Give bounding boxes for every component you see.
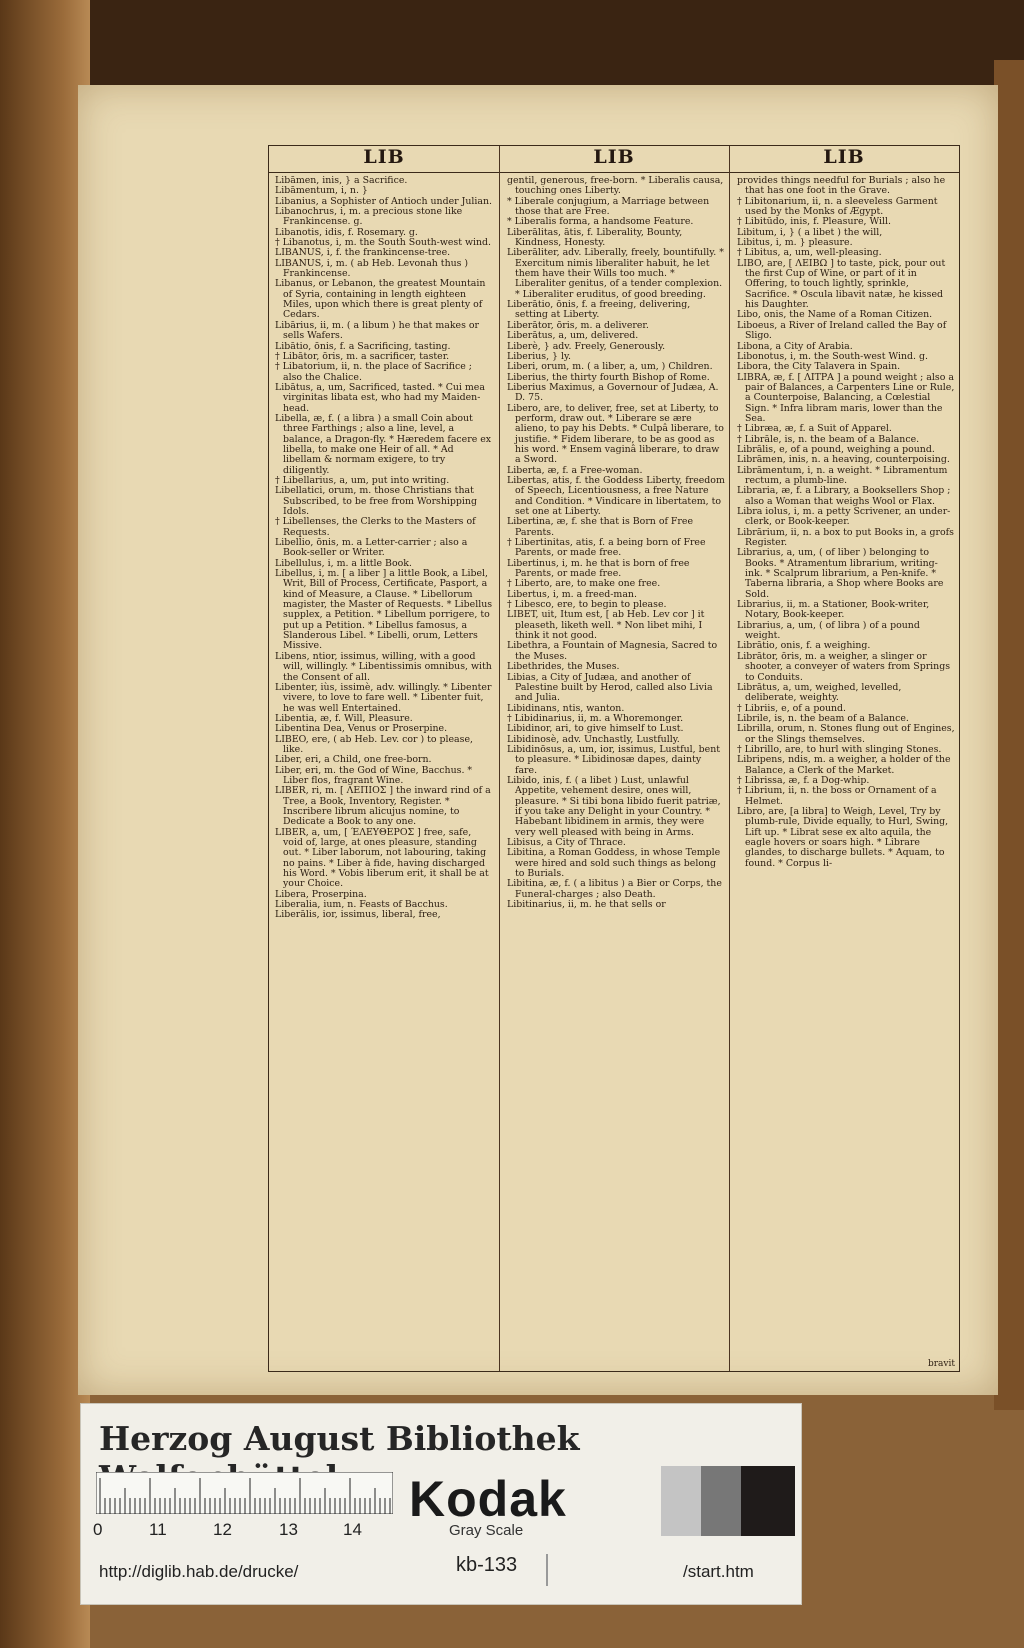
dictionary-entry: Liber, eri, m. the God of Wine, Bacchus. * Liber flos, fragrant Wine.: [275, 764, 473, 786]
dictionary-entry: Librile, is, n. the beam of a Balance.: [737, 712, 909, 724]
dictionary-entry: Librarius, a, um, ( of liber ) belonging to Books. * Atramentum librarium, writing-ink. * Scalprum librarium, a Pen-knife. * Taberna libraria, a Shop where Books are Sold.: [737, 547, 944, 600]
dictionary-entry: † Librissa, æ, f. a Dog-whip.: [737, 774, 870, 786]
color-target-card: [80, 1403, 802, 1605]
dictionary-entry: LIBO, are, [ ΛΕΙΒΩ ] to taste, pick, pour out the first Cup of Wine, or part of it in Offering, to touch lightly, sprinkle, Sacrifice. * Oscula libavit natæ, he kissed his Daughter.: [737, 257, 946, 311]
dictionary-entry: † Libitonarium, ii, n. a sleeveless Garment used by the Monks of Ægypt.: [737, 195, 938, 218]
dictionary-entry: Librilla, orum, n. Stones flung out of Engines, or the Slings themselves.: [737, 723, 955, 745]
dictionary-entry: Liberius Maximus, a Governour of Judæa, A. D. 75.: [507, 381, 719, 404]
dictionary-entry: Libidinosè, adv. Unchastly, Lustfully.: [507, 733, 680, 745]
ruler-number: 14: [343, 1520, 362, 1539]
dictionary-entry: LIBER, ri, m. [ ΛΕΠΙΟΣ ] the inward rind of a Tree, a Book, Inventory, Register. * Inscribere librum alicujus nomine, to Dedicate a Book to any one.: [275, 785, 491, 828]
dictionary-entry: provides things needful for Burials ; also he that has one foot in the Grave.: [737, 176, 946, 197]
dictionary-entry: Liberalia, ium, n. Feasts of Bacchus.: [275, 899, 448, 911]
dictionary-entry: † Libatorium, ii, n. the place of Sacrifice ; also the Chalice.: [275, 361, 472, 383]
dictionary-entry: Liberātus, a, um, delivered.: [507, 330, 639, 342]
dictionary-entry: † Libidinarius, ii, m. a Whoremonger.: [507, 712, 684, 724]
ruler-icon: [96, 1472, 393, 1514]
dictionary-entry: Libātio, ōnis, f. a Sacrificing, tasting.: [275, 340, 451, 352]
dictionary-entry: Libens, ntior, issimus, willing, with a good will, willingly. * Libentissimis omnibus, with the Consent of all.: [275, 650, 492, 683]
dictionary-entry: Libona, a City of Arabia.: [737, 340, 853, 352]
dictionary-page: [78, 85, 998, 1395]
scan-background-right: [994, 60, 1024, 1410]
dictionary-entry: † Libriis, e, of a pound.: [737, 702, 847, 714]
dictionary-entry: Libidinans, ntis, wanton.: [507, 702, 625, 714]
dictionary-entry: Librātor, ōris, m. a weigher, a slinger or shooter, a conveyer of waters from Springs to Conduits.: [737, 650, 951, 683]
dictionary-entry: Libentia, æ, f. Will, Pleasure.: [275, 712, 413, 724]
dictionary-entry: Libella, æ, f. ( a libra ) a small Coin about three Farthings ; also a line, level, a balance, a Dragon-fly. * Hæredem facere ex libella, to make one Heir of all. * Ad libellam & normam exigere, to try diligently.: [275, 412, 492, 476]
ruler-number: 13: [279, 1520, 298, 1539]
dictionary-entry: Liber, eri, a Child, one free-born.: [275, 754, 432, 766]
headword-left: LIB: [363, 146, 405, 168]
ruler-number: 11: [149, 1520, 167, 1539]
dictionary-entry: Libārius, ii, m. ( a libum ) he that makes or sells Wafers.: [275, 319, 479, 342]
dictionary-entry: Libellatici, orum, m. those Christians that Subscribed, to be free from Worshipping Idols.: [275, 485, 477, 517]
start-page-url: /start.htm: [683, 1562, 754, 1581]
gray-patch-dark: [741, 1466, 795, 1536]
dictionary-entry: † Libātor, ōris, m. a sacrificer, taster.: [275, 350, 450, 362]
dictionary-entry: Librātio, onis, f. a weighing.: [737, 640, 871, 652]
dictionary-entry: Liberius, the thirty fourth Bishop of Rome.: [507, 371, 710, 383]
dictionary-entry: Libora, the City Talavera in Spain.: [737, 361, 901, 373]
dictionary-entry: Librāmentum, i, n. a weight. * Libramentum rectum, a plumb-line.: [737, 464, 948, 486]
gray-patch-light: [661, 1466, 701, 1536]
dictionary-entry: † Libitūdo, inis, f. Pleasure, Will.: [737, 216, 891, 228]
dictionary-entry: * Liberale conjugium, a Marriage between those that are Free.: [507, 195, 710, 218]
dictionary-entry: Libidinōsus, a, um, ior, issimus, Lustful, bent to pleasure. * Libidinosæ dapes, dainty fare.: [507, 743, 720, 776]
dictionary-entry: Libethrides, the Muses.: [507, 661, 620, 673]
running-head: [269, 146, 959, 173]
dictionary-entry: Libertus, i, m. a freed-man.: [507, 588, 637, 600]
dictionary-entry: Liberè, } adv. Freely, Generously.: [507, 340, 666, 352]
headword-right: LIB: [823, 146, 865, 168]
dictionary-entry: Libāmen, inis, } a Sacrifice.: [275, 176, 408, 186]
dictionary-entry: Liboeus, a River of Ireland called the Bay of Sligo.: [737, 319, 947, 342]
divider: [546, 1554, 548, 1586]
dictionary-entry: Libitum, i, } ( a libet ) the will,: [737, 226, 883, 238]
dictionary-entry: † Libesco, ere, to begin to please.: [507, 599, 667, 611]
dictionary-entry: Libripens, ndis, m. a weigher, a holder of the Balance, a Clerk of the Market.: [737, 754, 951, 776]
dictionary-entry: Libertas, atis, f. the Goddess Liberty, freedom of Speech, Licentiousness, a free Nature and Condition. * Vindicare in libertatem, to set one at Liberty.: [507, 474, 725, 517]
dictionary-entry: Libanochrus, i, m. a precious stone like Frankincense. g.: [275, 206, 463, 228]
dictionary-entry: † Liberto, are, to make one free.: [507, 578, 661, 590]
dictionary-entry: Libellus, i, m. [ a liber ] a little Book, a Libel, Writ, Bill of Process, Certificate, Pasport, a kind of Measure, a Clause. * Libellorum magister, the Master of Requests. * Libellus supplex, a Petition. * Libellum porrigere, to put up a Petition. * Libellus famosus, a Slanderous Libel. * Libelli, orum, Letters Missive.: [275, 568, 493, 652]
ruler-number: 12: [213, 1520, 232, 1539]
dictionary-entry: Librāmen, inis, n. a heaving, counterpoising.: [737, 454, 950, 466]
gray-patch-medium: [701, 1466, 741, 1536]
dictionary-entry: Libethra, a Fountain of Magnesia, Sacred to the Muses.: [507, 640, 718, 662]
dictionary-entry: † Librillo, are, to hurl with slinging Stones.: [737, 743, 942, 755]
dictionary-entry: Libo, onis, the Name of a Roman Citizen.: [737, 309, 933, 321]
dictionary-entry: Libidinor, ari, to give himself to Lust.: [507, 723, 684, 735]
dictionary-entry: Libellulus, i, m. a little Book.: [275, 557, 412, 569]
dictionary-entry: Libisus, a City of Thrace.: [507, 837, 626, 848]
dictionary-entry: † Libræa, æ, f. a Suit of Apparel.: [737, 423, 892, 435]
dictionary-entry: † Libitus, a, um, well-pleasing.: [737, 247, 882, 259]
entry-column-1: [275, 176, 493, 1361]
dictionary-entry: Libra iolus, i, m. a petty Scrivener, an under-clerk, or Book-keeper.: [737, 506, 951, 528]
dictionary-entry: Liberātio, ōnis, f. a freeing, delivering, setting at Liberty.: [507, 299, 691, 321]
dictionary-entry: † Librium, ii, n. the boss or Ornament of a Helmet.: [737, 785, 937, 807]
dictionary-entry: Libitus, i, m. } pleasure.: [737, 237, 853, 249]
entries-frame: [268, 145, 960, 1372]
dictionary-entry: Librarius, a, um, ( of libra ) of a pound weight.: [737, 619, 920, 642]
dictionary-entry: Libanus, or Lebanon, the greatest Mountain of Syria, containing in length eighteen Miles, upon which there is great plenty of Cedars.: [275, 278, 486, 321]
dictionary-entry: Liberta, æ, f. a Free-woman.: [507, 464, 643, 476]
dictionary-entry: Liberālitas, ātis, f. Liberality, Bounty, Kindness, Honesty.: [507, 226, 683, 249]
column-rule: [499, 146, 500, 1371]
dictionary-entry: * Liberalis forma, a handsome Feature.: [507, 216, 694, 228]
dictionary-entry: Libera, Proserpina.: [275, 888, 367, 900]
dictionary-entry: LIBRA, æ, f. [ ΛΙΤΡΑ ] a pound weight ; also a pair of Balances, a Carpenters Line or Rule, a Counterpoise, Balancing, a Cœlestial Sign. * Infra libram maris, lower than the Sea.: [737, 371, 955, 424]
shelf-code: kb-133: [456, 1554, 518, 1576]
catchword: bravit: [927, 1359, 955, 1369]
dictionary-entry: Libitina, æ, f. ( a libitus ) a Bier or Corps, the Funeral-charges ; also Death.: [507, 878, 722, 900]
dictionary-entry: LIBANUS, i, m. ( ab Heb. Levonah thus ) Frankincense.: [275, 257, 469, 280]
dictionary-entry: Libitinarius, ii, m. he that sells or: [507, 899, 666, 911]
dictionary-entry: LIBET, uit, Itum est, [ ab Heb. Lev cor ] it pleaseth, liketh well. * Non libet mihi, I think it not good.: [507, 609, 705, 642]
dictionary-entry: Liberātor, ōris, m. a deliverer.: [507, 319, 649, 331]
dictionary-entry: Libanius, a Sophister of Antioch under Julian.: [275, 195, 492, 207]
dictionary-entry: Libraria, æ, f. a Library, a Booksellers Shop ; also a Woman that weighs Wool or Flax.: [737, 485, 951, 507]
kodak-logo: Kodak: [409, 1471, 567, 1527]
dictionary-entry: Libertinus, i, m. he that is born of free Parents, or made free.: [507, 557, 690, 580]
dictionary-entry: Libāmentum, i, n. }: [275, 185, 368, 197]
dictionary-entry: Libonotus, i, m. the South-west Wind. g.: [737, 350, 928, 362]
catalog-url: http://diglib.hab.de/drucke/: [99, 1562, 299, 1581]
scan-background-top: [0, 0, 1024, 90]
ruler-number: 0: [93, 1520, 103, 1539]
dictionary-entry: Librātus, a, um, weighed, levelled, deliberate, weighty.: [737, 681, 902, 704]
dictionary-entry: gentil, generous, free-born. * Liberalis causa, touching ones Liberty.: [507, 176, 724, 197]
dictionary-entry: † Libanotus, i, m. the South South-west wind.: [275, 237, 492, 249]
dictionary-entry: Librārium, ii, n. a box to put Books in, a grofs Register.: [737, 526, 954, 549]
dictionary-entry: Libentina Dea, Venus or Proserpine.: [275, 723, 448, 735]
dictionary-entry: Liberi, orum, m. ( a liber, a, um, ) Children.: [507, 361, 713, 373]
dictionary-entry: † Libellarius, a, um, put into writing.: [275, 474, 450, 486]
scan-background-left: [0, 0, 90, 1648]
entry-column-2: [507, 176, 725, 1361]
dictionary-entry: Libro, are, [a libra] to Weigh, Level, Try by plumb-rule, Divide equally, to Hurl, Swing, Lift up. * Librat sese ex alto aquila, the eagle hovers or soars high. * Librare glandes, to discharge bullets. * Aquam, to found. * Corpus li-: [737, 805, 949, 869]
column-rule: [729, 146, 730, 1371]
dictionary-entry: Libitina, a Roman Goddess, in whose Temple were hired and sold such things as belong to Burials.: [507, 847, 721, 880]
gray-scale-label: Gray Scale: [449, 1522, 524, 1539]
headword-center: LIB: [593, 146, 635, 168]
dictionary-entry: LIBEO, ere, ( ab Heb. Lev. cor ) to please, like.: [275, 733, 473, 755]
dictionary-entry: Libias, a City of Judæa, and another of Palestine built by Herod, called also Livia and Julia.: [507, 671, 713, 704]
dictionary-entry: Librālis, e, of a pound, weighing a pound.: [737, 443, 935, 455]
library-name: Herzog August Bibliothek: [99, 1419, 580, 1458]
dictionary-entry: Libertina, æ, f. she that is Born of Free Parents.: [507, 516, 693, 538]
dictionary-entry: † Libellenses, the Clerks to the Masters of Requests.: [275, 516, 476, 538]
dictionary-entry: Libātus, a, um, Sacrificed, tasted. * Cui mea virginitas libata est, who had my Maiden-head.: [275, 381, 485, 414]
dictionary-entry: Liberālis, ior, issimus, liberal, free,: [275, 909, 441, 921]
dictionary-entry: Libenter, iùs, issimè, adv. willingly. * Libenter vivere, to love to fare well. * Libenter fuit, he was well Entertained.: [275, 681, 492, 714]
dictionary-entry: Liberius, } ly.: [507, 350, 572, 362]
entry-column-3: [737, 176, 955, 1361]
dictionary-entry: Libanotis, idis, f. Rosemary. g.: [275, 226, 418, 238]
dictionary-entry: Libero, are, to deliver, free, set at Liberty, to perform, draw out. * Liberare se ære alieno, to pay his Debts. * Culpâ liberare, to justifie. * Fidem liberare, to be as good as his word. * Ensem vaginâ liberare, to draw a Sword.: [507, 402, 724, 466]
dictionary-entry: LIBANUS, i, f. the frankincense-tree.: [275, 247, 451, 259]
dictionary-entry: Librarius, ii, m. a Stationer, Book-writer, Notary, Book-keeper.: [737, 599, 930, 621]
dictionary-entry: † Librāle, is, n. the beam of a Balance.: [737, 433, 920, 445]
dictionary-entry: Liberāliter, adv. Liberally, freely, bountifully. * Exercitum nimis liberaliter habuit, he let them have their Wills too much. * Liberaliter genitus, of a tender complexion. * Liberaliter eruditus, of good breeding.: [507, 247, 724, 300]
dictionary-entry: Libellio, ōnis, m. a Letter-carrier ; also a Book-seller or Writer.: [275, 537, 468, 559]
dictionary-entry: Libido, inis, f. ( a libet ) Lust, unlawful Appetite, vehement desire, ones will, pleasure. * Si tibi bona libido fuerit patriæ, if you take any Delight in your Country. * Habebant libidinem in armis, they were very well pleased with being in Arms.: [507, 774, 721, 838]
dictionary-entry: † Libertinitas, atis, f. a being born of Free Parents, or made free.: [507, 537, 706, 559]
dictionary-entry: LIBER, a, um, [ ΈΛΕΥΘΕΡΟΣ ] free, safe, void of, large, at ones pleasure, standing out. * Liber laborum, not labouring, taking no pains. * Liber à fide, having discharged his Word. * Vobis liberum erit, it shall be at your Choice.: [275, 826, 489, 890]
